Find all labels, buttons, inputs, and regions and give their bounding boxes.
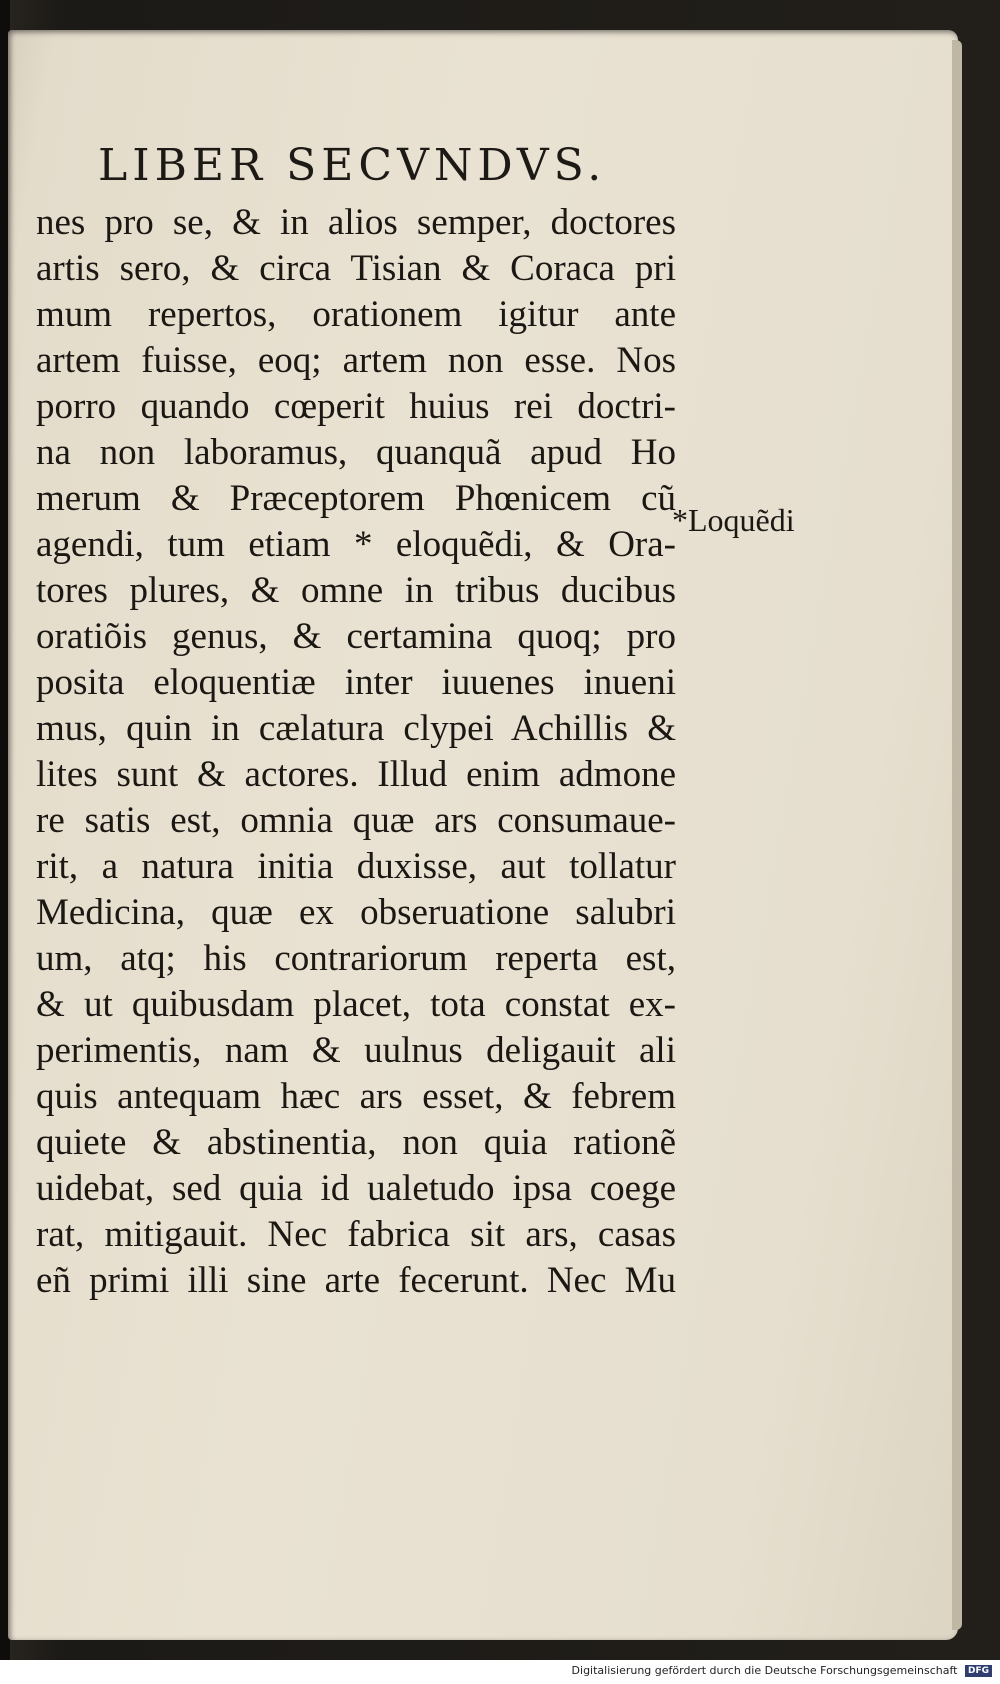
text-line: rit, a natura initia duxisse, aut tollatur bbox=[36, 846, 676, 887]
text-line: perimentis, nam & uulnus deligauit ali bbox=[36, 1030, 676, 1071]
running-head: LIBER SECVNDVS. bbox=[98, 140, 607, 191]
text-line: Medicina, quæ ex obseruatione salubri bbox=[36, 892, 676, 933]
dfg-logo-icon: DFG bbox=[965, 1665, 992, 1677]
text-line: posita eloquentiæ inter iuuenes inueni bbox=[36, 662, 676, 703]
text-line: nes pro se, & in alios semper, doctores bbox=[36, 202, 676, 243]
text-line: oratiõis genus, & certamina quoq; pro bbox=[36, 616, 676, 657]
page-edge bbox=[952, 40, 962, 1630]
footer-credit: Digitalisierung gefördert durch die Deutsche Forschungsgemeinschaft bbox=[571, 1664, 958, 1677]
marginal-note: *Loquẽdi bbox=[672, 502, 795, 538]
text-line: quis antequam hæc ars esset, & febrem bbox=[36, 1076, 676, 1117]
text-line: agendi, tum etiam * eloquẽdi, & Ora- bbox=[36, 524, 676, 565]
text-line: um, atq; his contrariorum reperta est, bbox=[36, 938, 676, 979]
text-line: artis sero, & circa Tisian & Coraca pri bbox=[36, 248, 676, 289]
text-line: porro quando cœperit huius rei doctri- bbox=[36, 386, 676, 427]
text-line: eñ primi illi sine arte fecerunt. Nec Mu bbox=[36, 1260, 676, 1301]
text-line: lites sunt & actores. Illud enim admone bbox=[36, 754, 676, 795]
text-line: mus, quin in cælatura clypei Achillis & bbox=[36, 708, 676, 749]
text-line: mum repertos, orationem igitur ante bbox=[36, 294, 676, 335]
text-line: artem fuisse, eoq; artem non esse. Nos bbox=[36, 340, 676, 381]
text-line: merum & Præceptorem Phœnicem cũ bbox=[36, 478, 676, 519]
text-line: na non laboramus, quanquã apud Ho bbox=[36, 432, 676, 473]
text-line: & ut quibusdam placet, tota constat ex- bbox=[36, 984, 676, 1025]
text-line: rat, mitigauit. Nec fabrica sit ars, casas bbox=[36, 1214, 676, 1255]
text-line: tores plures, & omne in tribus ducibus bbox=[36, 570, 676, 611]
text-line: quiete & abstinentia, non quia rationẽ bbox=[36, 1122, 676, 1163]
text-line: re satis est, omnia quæ ars consumaue- bbox=[36, 800, 676, 841]
text-line: uidebat, sed quia id ualetudo ipsa coege bbox=[36, 1168, 676, 1209]
text-block bbox=[36, 200, 676, 1304]
footer bbox=[572, 1664, 992, 1677]
